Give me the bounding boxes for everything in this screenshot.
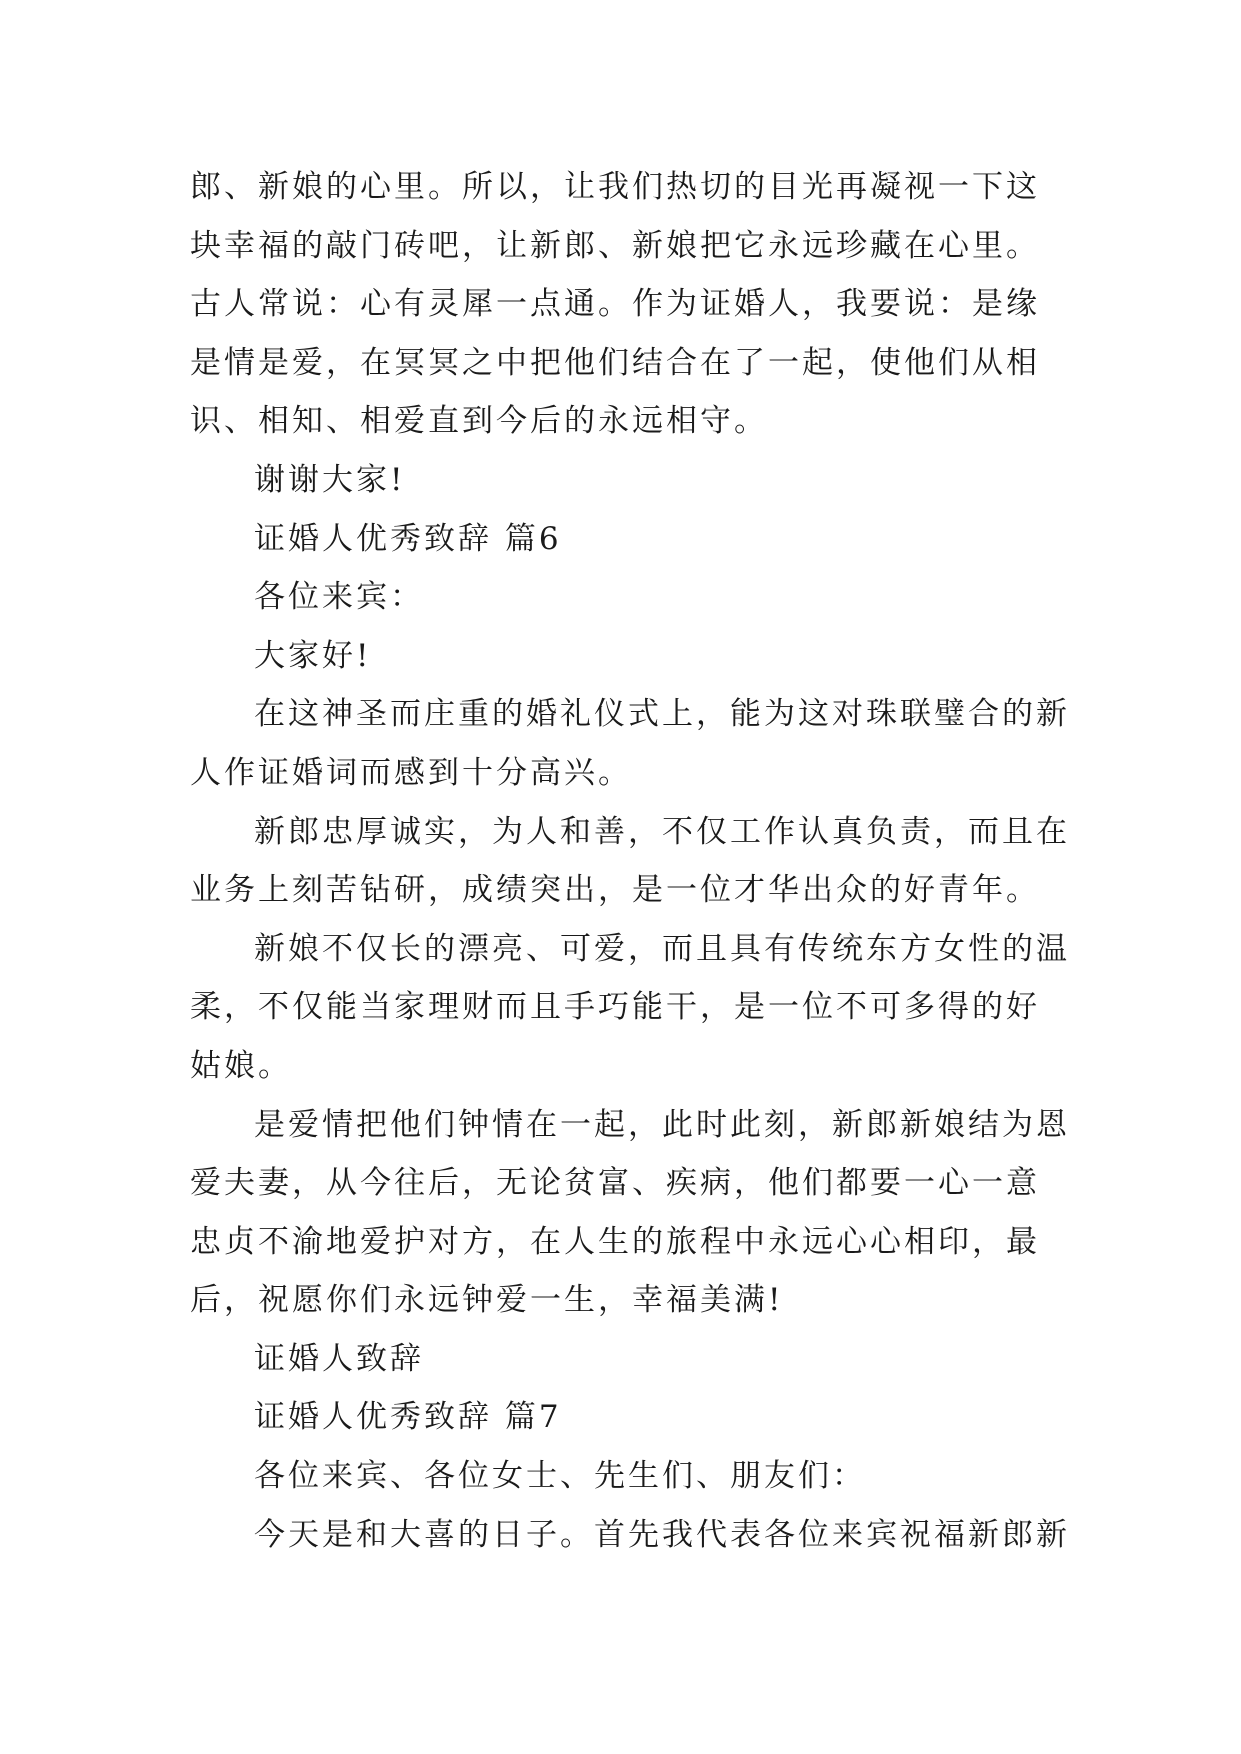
greeting: 大家好!	[254, 637, 372, 674]
document-body	[190, 158, 1070, 1564]
paragraph: 新郎忠厚诚实，为人和善，不仅工作认真负责，而且在业务上刻苦钻研，成绩突出，是一位才华出众的好青年。	[190, 813, 1070, 909]
paragraph: 谢谢大家!	[254, 461, 406, 498]
paragraph: 是爱情把他们钟情在一起，此时此刻，新郎新娘结为恩爱夫妻，从今往后，无论贫富、疾病，他们都要一心一意忠贞不渝地爱护对方，在人生的旅程中永远心心相印，最后，祝愿你们永远钟爱一生，幸福美满!	[190, 1106, 1070, 1319]
salutation: 各位来宾：	[254, 579, 424, 616]
paragraph: 今天是和大喜的日子。首先我代表各位来宾祝福新郎新	[254, 1516, 1070, 1553]
section-heading: 证婚人优秀致辞 篇7	[254, 1399, 562, 1436]
section-heading: 证婚人优秀致辞 篇6	[254, 520, 562, 557]
paragraph: 在这神圣而庄重的婚礼仪式上，能为这对珠联璧合的新人作证婚词而感到十分高兴。	[190, 696, 1070, 791]
paragraph: 新娘不仅长的漂亮、可爱，而且具有传统东方女性的温柔，不仅能当家理财而且手巧能干，是一位不可多得的好姑娘。	[190, 930, 1070, 1084]
paragraph: 郎、新娘的心里。所以，让我们热切的目光再凝视一下这块幸福的敲门砖吧，让新郎、新娘把它永远珍藏在心里。古人常说：心有灵犀一点通。作为证婚人，我要说：是缘是情是爱，在冥冥之中把他们结合在了一起，使他们从相识、相知、相爱直到今后的永远相守。	[190, 169, 1040, 440]
salutation: 各位来宾、各位女士、先生们、朋友们：	[254, 1458, 866, 1495]
paragraph: 证婚人致辞	[254, 1340, 424, 1377]
